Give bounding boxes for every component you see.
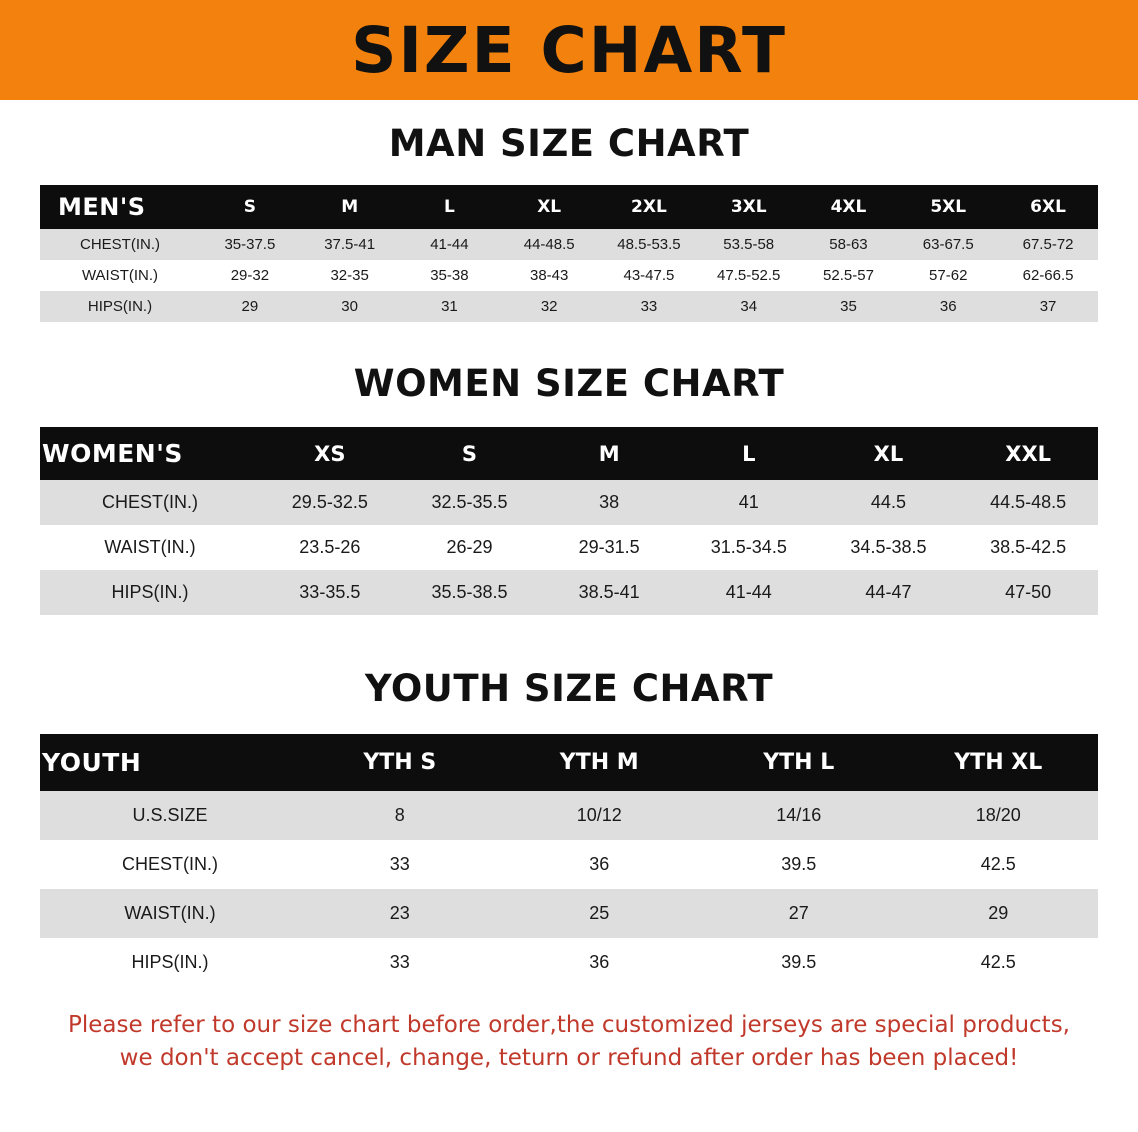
table-cell: 33-35.5 [260,570,400,615]
table-cell: 35-37.5 [200,229,300,260]
table-cell: 29 [200,291,300,322]
table-cell: 29.5-32.5 [260,480,400,525]
table-cell: 48.5-53.5 [599,229,699,260]
column-header: YTH S [300,734,500,791]
row-label: CHEST(IN.) [40,229,200,260]
table-header-row [40,734,1098,791]
page-banner [0,0,1138,100]
table-row [40,260,1098,291]
column-header: XS [260,427,400,480]
policy-note-line-2: we don't accept cancel, change, teturn or refund after order has been placed! [119,1044,1019,1071]
table-cell: 18/20 [899,791,1099,840]
women-section-title: WOMEN SIZE CHART [353,362,785,405]
table-cell: 32 [499,291,599,322]
table-cell: 29-31.5 [539,525,679,570]
table-row [40,229,1098,260]
table-cell: 44-48.5 [499,229,599,260]
table-cell: 8 [300,791,500,840]
table-cell: 10/12 [500,791,700,840]
row-label: WAIST(IN.) [40,525,260,570]
table-cell: 44.5-48.5 [958,480,1098,525]
table-cell: 35 [799,291,899,322]
table-cell: 67.5-72 [998,229,1098,260]
youth-section-title: YOUTH SIZE CHART [364,667,774,710]
column-header: 3XL [699,185,799,229]
column-header: YOUTH [40,734,300,791]
table-cell: 35.5-38.5 [400,570,540,615]
row-label: HIPS(IN.) [40,291,200,322]
table-cell: 58-63 [799,229,899,260]
table-cell: 37 [998,291,1098,322]
column-header: 5XL [898,185,998,229]
table-cell: 32-35 [300,260,400,291]
table-cell: 33 [599,291,699,322]
row-label: U.S.SIZE [40,791,300,840]
column-header: WOMEN'S [40,427,260,480]
table-cell: 27 [699,889,899,938]
column-header: YTH L [699,734,899,791]
table-cell: 36 [500,840,700,889]
youth-size-table [40,734,1098,987]
table-cell: 25 [500,889,700,938]
column-header: 4XL [799,185,899,229]
column-header: M [300,185,400,229]
column-header: XL [499,185,599,229]
table-cell: 31 [400,291,500,322]
table-row [40,291,1098,322]
table-cell: 33 [300,938,500,987]
table-cell: 57-62 [898,260,998,291]
table-row [40,791,1098,840]
column-header: MEN'S [40,185,200,229]
man-section-title: MAN SIZE CHART [388,122,750,165]
row-label: WAIST(IN.) [40,889,300,938]
table-cell: 63-67.5 [898,229,998,260]
column-header: YTH M [500,734,700,791]
table-cell: 47-50 [958,570,1098,615]
table-cell: 32.5-35.5 [400,480,540,525]
table-cell: 47.5-52.5 [699,260,799,291]
table-row [40,840,1098,889]
table-cell: 62-66.5 [998,260,1098,291]
table-cell: 36 [500,938,700,987]
man-table-wrap [40,185,1098,322]
table-cell: 37.5-41 [300,229,400,260]
column-header: S [400,427,540,480]
table-cell: 33 [300,840,500,889]
row-label: HIPS(IN.) [40,938,300,987]
column-header: L [679,427,819,480]
table-cell: 41-44 [400,229,500,260]
table-cell: 35-38 [400,260,500,291]
table-cell: 41 [679,480,819,525]
row-label: WAIST(IN.) [40,260,200,291]
column-header: 2XL [599,185,699,229]
table-cell: 39.5 [699,938,899,987]
youth-table-wrap [40,734,1098,987]
column-header: XXL [958,427,1098,480]
column-header: M [539,427,679,480]
page-title: SIZE CHART [351,13,787,87]
table-row [40,889,1098,938]
table-cell: 44-47 [819,570,959,615]
women-size-table [40,427,1098,615]
table-cell: 31.5-34.5 [679,525,819,570]
table-row [40,570,1098,615]
column-header: YTH XL [899,734,1099,791]
column-header: XL [819,427,959,480]
table-cell: 38.5-42.5 [958,525,1098,570]
table-cell: 41-44 [679,570,819,615]
table-cell: 23 [300,889,500,938]
row-label: CHEST(IN.) [40,840,300,889]
table-header-row [40,185,1098,229]
table-cell: 38.5-41 [539,570,679,615]
table-cell: 34 [699,291,799,322]
column-header: S [200,185,300,229]
table-row [40,938,1098,987]
table-cell: 34.5-38.5 [819,525,959,570]
policy-note [40,1009,1098,1074]
table-cell: 36 [898,291,998,322]
table-cell: 42.5 [899,840,1099,889]
table-header-row [40,427,1098,480]
row-label: CHEST(IN.) [40,480,260,525]
women-table-wrap [40,427,1098,615]
table-cell: 30 [300,291,400,322]
table-cell: 42.5 [899,938,1099,987]
table-cell: 43-47.5 [599,260,699,291]
table-cell: 38-43 [499,260,599,291]
table-cell: 29 [899,889,1099,938]
table-row [40,525,1098,570]
policy-note-line-1: Please refer to our size chart before order,the customized jerseys are special products, [67,1012,1070,1038]
table-cell: 53.5-58 [699,229,799,260]
table-cell: 26-29 [400,525,540,570]
table-cell: 39.5 [699,840,899,889]
table-cell: 38 [539,480,679,525]
column-header: 6XL [998,185,1098,229]
table-cell: 44.5 [819,480,959,525]
table-cell: 23.5-26 [260,525,400,570]
table-row [40,480,1098,525]
table-cell: 14/16 [699,791,899,840]
row-label: HIPS(IN.) [40,570,260,615]
man-size-table [40,185,1098,322]
table-cell: 52.5-57 [799,260,899,291]
table-cell: 29-32 [200,260,300,291]
column-header: L [400,185,500,229]
